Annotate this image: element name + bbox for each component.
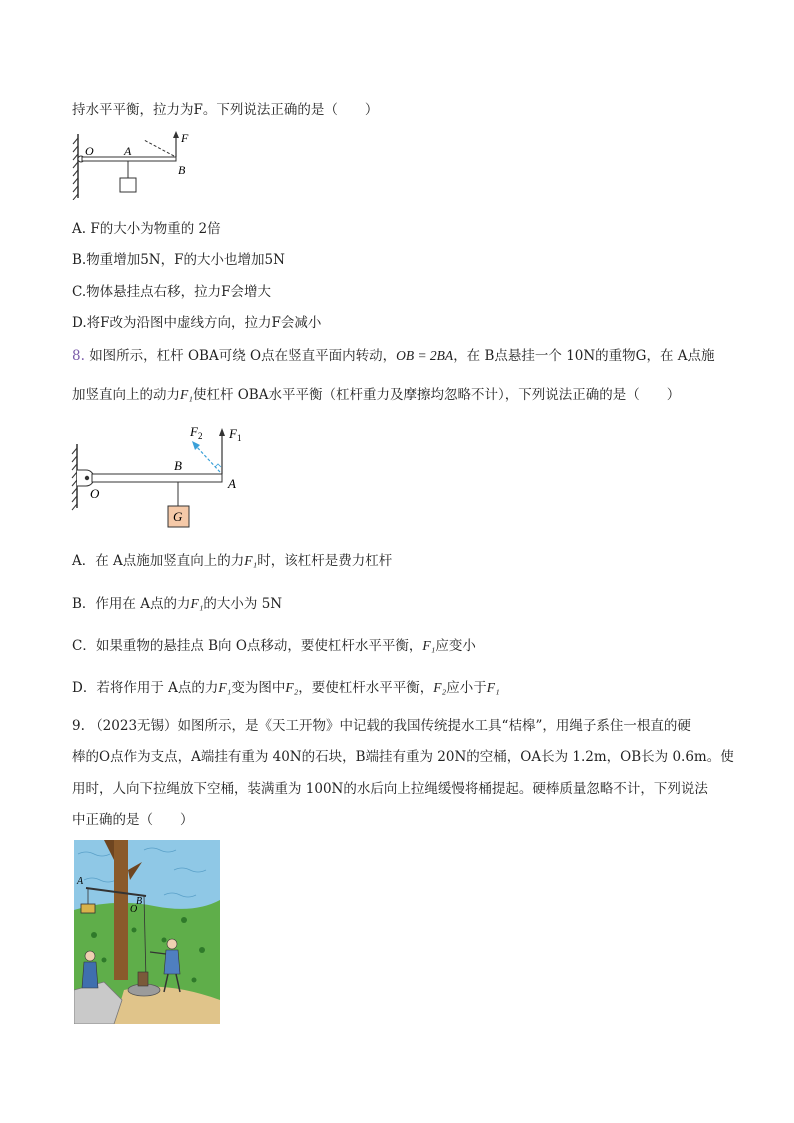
q8-ratio-math: OB = 2BA <box>396 348 454 363</box>
q7-label-b: B <box>178 163 186 177</box>
q7-option-d: D.将F改为沿图中虚线方向，拉力F会减小 <box>72 315 322 331</box>
q9-label-b: B <box>136 896 143 907</box>
q9-label-o: O <box>130 904 138 915</box>
q8-label-b: B <box>174 458 182 473</box>
q8-label-o: O <box>90 486 100 501</box>
q9-stem-line4: 中正确的是（ ） <box>72 812 194 828</box>
q9-stem-line2: 棒的O点作为支点，A端挂有重为 40N的石块，B端挂有重为 20N的空桶，OA长为 1.2m，OB长为 0.6m。使 <box>72 749 734 765</box>
q7-label-o: O <box>85 144 94 158</box>
q9-label-a: A <box>77 876 84 887</box>
q8-label-f1: $F_1$ <box>229 426 242 443</box>
q8-label-a: A <box>228 476 236 491</box>
q8-option-c: C．如果重物的悬挂点 B向 O点移动，要使杠杆水平平衡，F₁应变小 <box>72 638 476 654</box>
q8-option-b: B．作用在 A点的力F₁的大小为 5N <box>72 596 283 612</box>
q8-option-d: D．若将作用于 A点的力F₁变为图中F₂，要使杠杆水平平衡，F₂应小于F₁ <box>72 680 500 696</box>
q8-option-a: A．在 A点施加竖直向上的力F₁时，该杠杆是费力杠杆 <box>72 553 393 569</box>
q8-number: 8. <box>72 348 85 364</box>
q7-label-f: F <box>181 131 189 145</box>
q9-number: 9. <box>72 718 85 734</box>
q8-label-g: G <box>173 509 183 524</box>
q9-well-sweep-illustration <box>74 840 220 1024</box>
q7-stem-tail: 持水平平衡，拉力为F。下列说法正确的是（ ） <box>72 102 379 118</box>
q7-option-a: A. F的大小为物重的 2倍 <box>72 221 221 237</box>
q8-stem-line1: 8. 如图所示，杠杆 OBA可绕 O点在竖直平面内转动，OB = 2BA，在 B点悬挂一个 10N的重物G，在 A点施 <box>72 348 715 364</box>
q9-stem-line3: 用时，人向下拉绳放下空桶，装满重为 100N的水后向上拉绳缓慢将桶提起。硬棒质量忽略不计，下列说法 <box>72 781 708 797</box>
q7-option-b: B.物重增加5N，F的大小也增加5N <box>72 252 285 268</box>
q9-stem-line1: 9. （2023无锡）如图所示，是《天工开物》中记载的我国传统提水工具“桔槔”，用绳子系住一根直的硬 <box>72 718 691 734</box>
q8-lever-figure <box>70 418 260 530</box>
q7-option-c: C.物体悬挂点右移，拉力F会增大 <box>72 284 272 300</box>
q8-stem-line2: 加竖直向上的动力F₁使杠杆 OBA水平平衡（杠杆重力及摩擦均忽略不计），下列说法正确的是（ ） <box>72 387 681 403</box>
q7-label-a: A <box>124 144 132 158</box>
q8-label-f2: $F_2$ <box>190 424 203 441</box>
q7-lever-figure <box>70 128 200 200</box>
